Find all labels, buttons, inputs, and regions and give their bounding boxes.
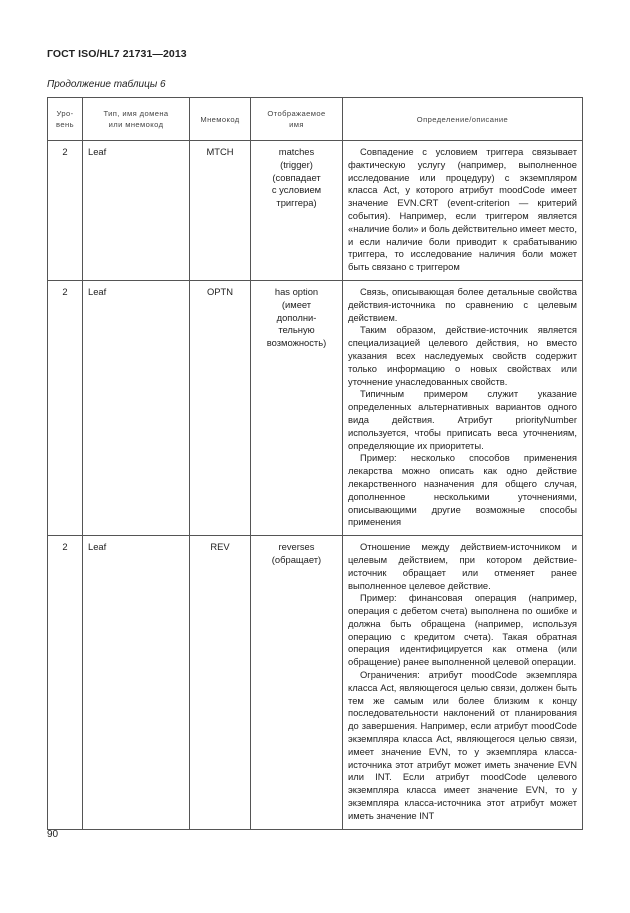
description-cell: [343, 141, 583, 281]
column-header-level: Уро- вень: [48, 98, 83, 141]
level-cell: 2: [48, 141, 83, 281]
display-name-cell: has option (имеет дополни- тельную возможность): [251, 280, 343, 535]
description-paragraph: Отношение между действием-источником и целевым действием, при котором действие-источник обращает или отменяет ранее выполненное целевое действие.: [348, 541, 577, 591]
column-header-mnemonic: Мнемокод: [190, 98, 251, 141]
mnemonic-cell: OPTN: [190, 280, 251, 535]
description-cell: [343, 536, 583, 830]
table-row: [48, 280, 583, 535]
description-paragraph: Ограничения: атрибут moodCode экземпляра класса Act, являющегося целью связи, должен быть тем же самым или более близким к концу последовательности наклонений от планирования до завершения. Например, если атрибут moodCode экземпляра класса Act, являющегося целью связи, имеет значение EVN, то у экземпляра класса-источника этот атрибут может иметь значение EVN или INT. Если атрибут moodCode целевого экземпляра класса имеет значение EVN, то у экземпляра класса-источника этот атрибут может иметь значение INT: [348, 669, 577, 821]
display-name-cell: matches (trigger) (совпадает с условием триггера): [251, 141, 343, 281]
document-header: ГОСТ ISO/HL7 21731—2013: [47, 48, 187, 60]
mnemonic-cell: MTCH: [190, 141, 251, 281]
type-cell: Leaf: [83, 280, 190, 535]
level-cell: 2: [48, 536, 83, 830]
table-row: [48, 141, 583, 281]
table-header-row: [48, 98, 583, 141]
table-row: [48, 536, 583, 830]
description-paragraph: Связь, описывающая более детальные свойства действия-источника по сравнению с целевым действием.: [348, 285, 577, 323]
description-paragraph: Таким образом, действие-источник является специализацией целевого действия, но вместо указания всех наследуемых свойств содержит только информацию о новых свойствах или уточнение унаследованных свойств.: [348, 324, 577, 387]
description-paragraph: Пример: финансовая операция (например, операция с дебетом счета) выполнена по ошибке и должна быть обращена (например, используя операцию с кредитом счета). Такая обратная операция идентифицируется как отмена (или обращение) ранее выполненной целевой операции.: [348, 592, 577, 668]
table-continuation-caption: Продолжение таблицы 6: [47, 79, 166, 90]
column-header-type: Тип, имя домена или мнемокод: [83, 98, 190, 141]
mnemonic-cell: REV: [190, 536, 251, 830]
description-paragraph: Типичным примером служит указание определенных альтернативных вариантов одного вида действия. Атрибут priorityNumber используется, чтобы приписать веса уточнениям, определяющие их приоритеты.: [348, 388, 577, 451]
type-cell: Leaf: [83, 141, 190, 281]
description-paragraph: Пример: несколько способов применения лекарства можно описать как одно действие лекарственного назначения для общего случая, дополненное несколькими уточнениями, описывающими другие возможные способы применения: [348, 452, 577, 528]
level-cell: 2: [48, 280, 83, 535]
column-header-definition: Определение/описание: [343, 98, 583, 141]
definitions-table: [47, 97, 583, 830]
display-name-cell: reverses (обращает): [251, 536, 343, 830]
column-header-display-name: Отображаемое имя: [251, 98, 343, 141]
page-number: 90: [47, 829, 59, 840]
description-paragraph: Совпадение с условием триггера связывает фактическую услугу (например, выполненное исследование или процедуру) с экземпляром класса Act, у которого атрибут moodCode имеет значение EVN.CRT (event-criterion — критерий события). Например, если триггером является «наличие боли» и боль действительно имеет место, и если наличие боли приводит к срабатыванию триггера, то исследование наличия боли может быть связано с триггером: [348, 146, 577, 273]
type-cell: Leaf: [83, 536, 190, 830]
description-cell: [343, 280, 583, 535]
